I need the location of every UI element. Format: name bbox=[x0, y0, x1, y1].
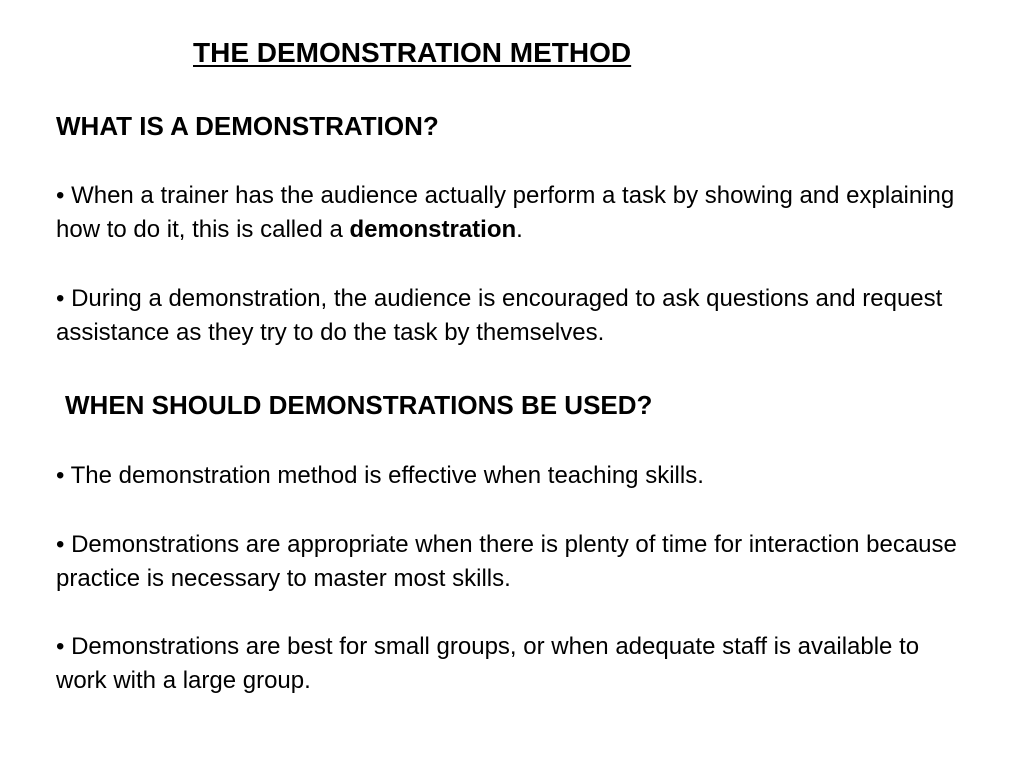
bullet-questions: • During a demonstration, the audience is encouraged to ask questions and request assistance as they try to do the task by themselves. bbox=[56, 285, 943, 346]
bullet-effective-skills: • The demonstration method is effective when teaching skills. bbox=[56, 462, 704, 489]
section-heading-when-used: WHEN SHOULD DEMONSTRATIONS BE USED? bbox=[65, 390, 653, 420]
bullet-definition-end: . bbox=[516, 216, 523, 243]
bullet-definition bbox=[56, 179, 976, 247]
bullet-definition-text: • When a trainer has the audience actually perform a task by showing and explaining how to do it, this is called a bbox=[56, 182, 955, 243]
bullet-small-groups: • Demonstrations are best for small groups, or when adequate staff is available to work with a large group. bbox=[56, 633, 920, 694]
bullet-definition-term: demonstration bbox=[349, 216, 517, 243]
bullet-time-interaction: • Demonstrations are appropriate when there is plenty of time for interaction because practice is necessary to master most skills. bbox=[56, 531, 957, 592]
section-heading-what-is: WHAT IS A DEMONSTRATION? bbox=[56, 111, 439, 141]
slide-title: THE DEMONSTRATION METHOD bbox=[193, 37, 632, 68]
